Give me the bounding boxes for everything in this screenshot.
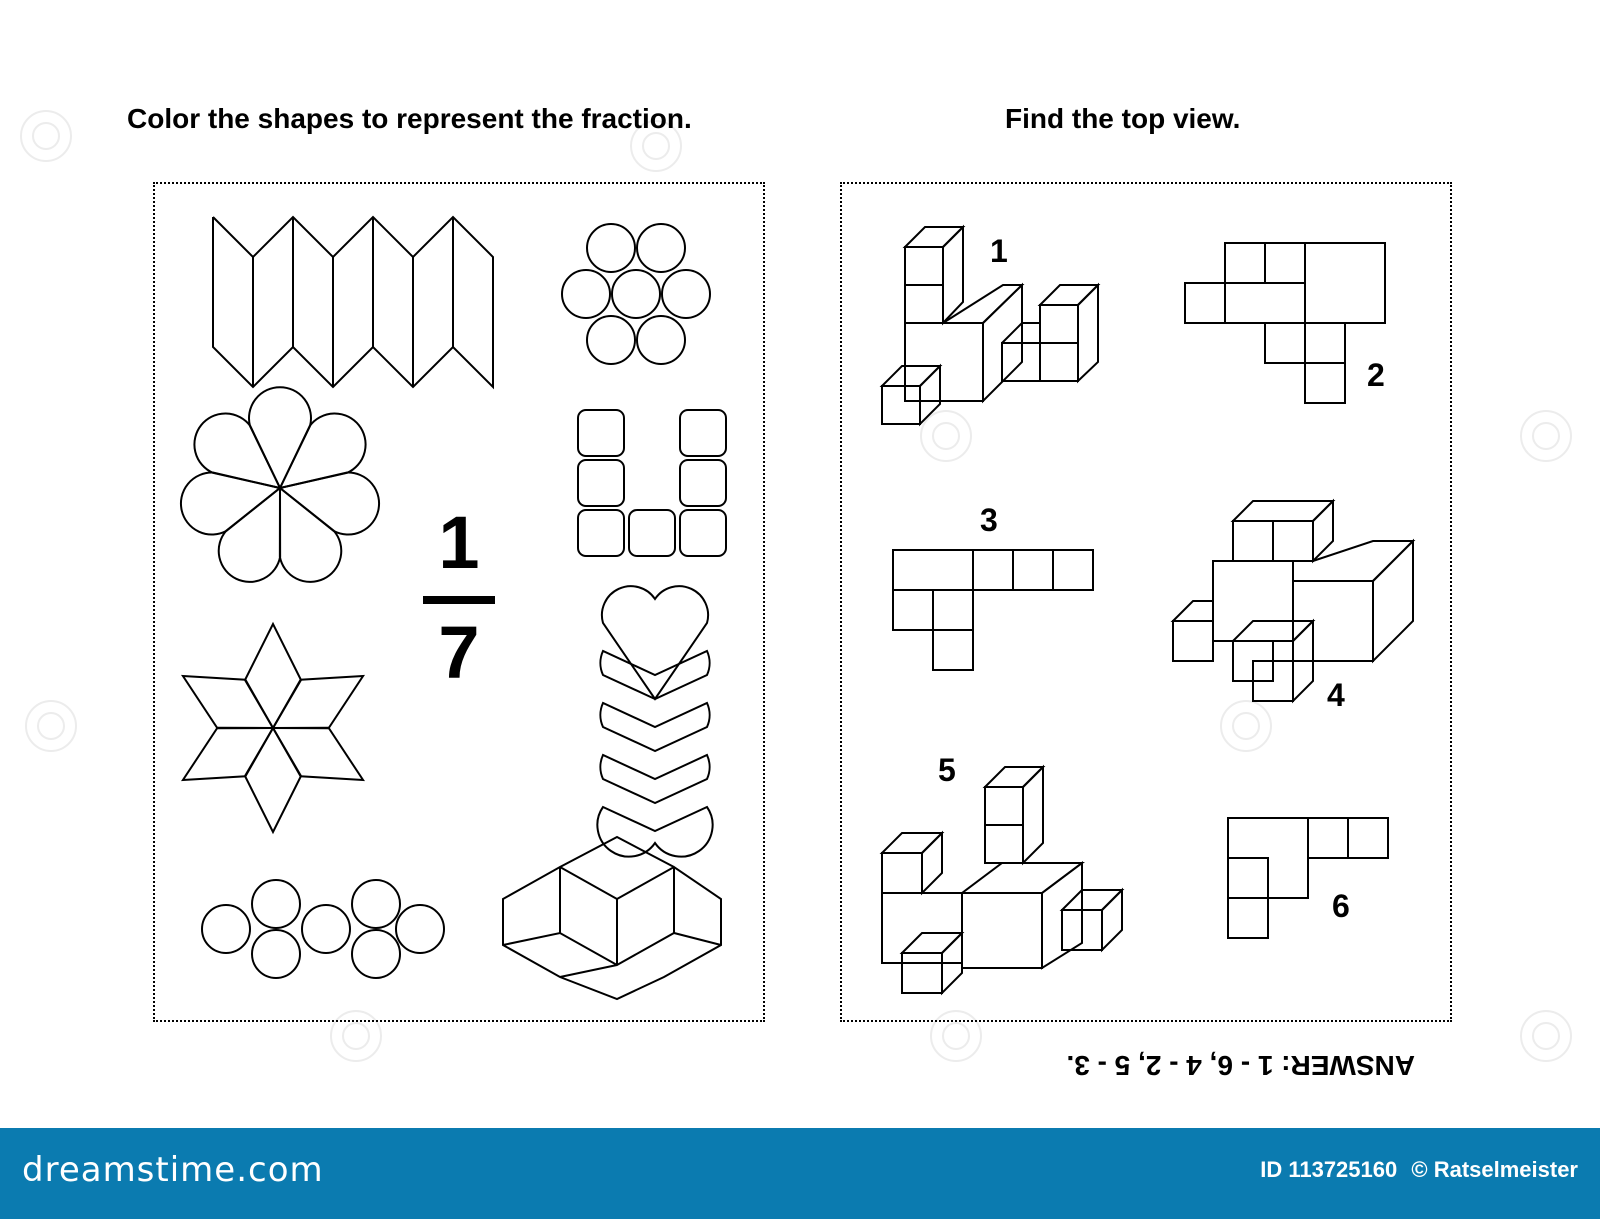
footer-author[interactable]: © Ratselmeister — [1411, 1157, 1578, 1182]
figure-3-top-view — [893, 550, 1093, 670]
figure-number-3: 3 — [980, 502, 998, 538]
figure-number-1: 1 — [990, 233, 1008, 269]
footer-credit — [1252, 1157, 1578, 1183]
right-heading: Find the top view. — [1005, 103, 1241, 134]
figure-number-2: 2 — [1367, 357, 1385, 393]
figure-2-top-view — [1185, 243, 1385, 403]
fraction-denominator: 7 — [438, 611, 480, 694]
figure-number-6: 6 — [1332, 888, 1350, 924]
figure-number-5: 5 — [938, 752, 956, 788]
figure-5-blocks — [882, 767, 1122, 993]
footer-image-id: ID 113725160 — [1260, 1157, 1398, 1182]
left-heading: Color the shapes to represent the fraction. — [127, 103, 692, 134]
footer-logo[interactable]: dreamstime.com — [22, 1150, 324, 1190]
fraction-numerator: 1 — [438, 501, 480, 584]
figure-4-blocks — [1173, 501, 1413, 701]
figure-6-top-view — [1228, 818, 1388, 938]
footer-bar — [0, 1128, 1600, 1219]
figure-number-4: 4 — [1327, 677, 1345, 713]
answer-upside-down: ANSWER: 1 - 6, 4 - 2, 5 - 3. — [1066, 1050, 1415, 1081]
